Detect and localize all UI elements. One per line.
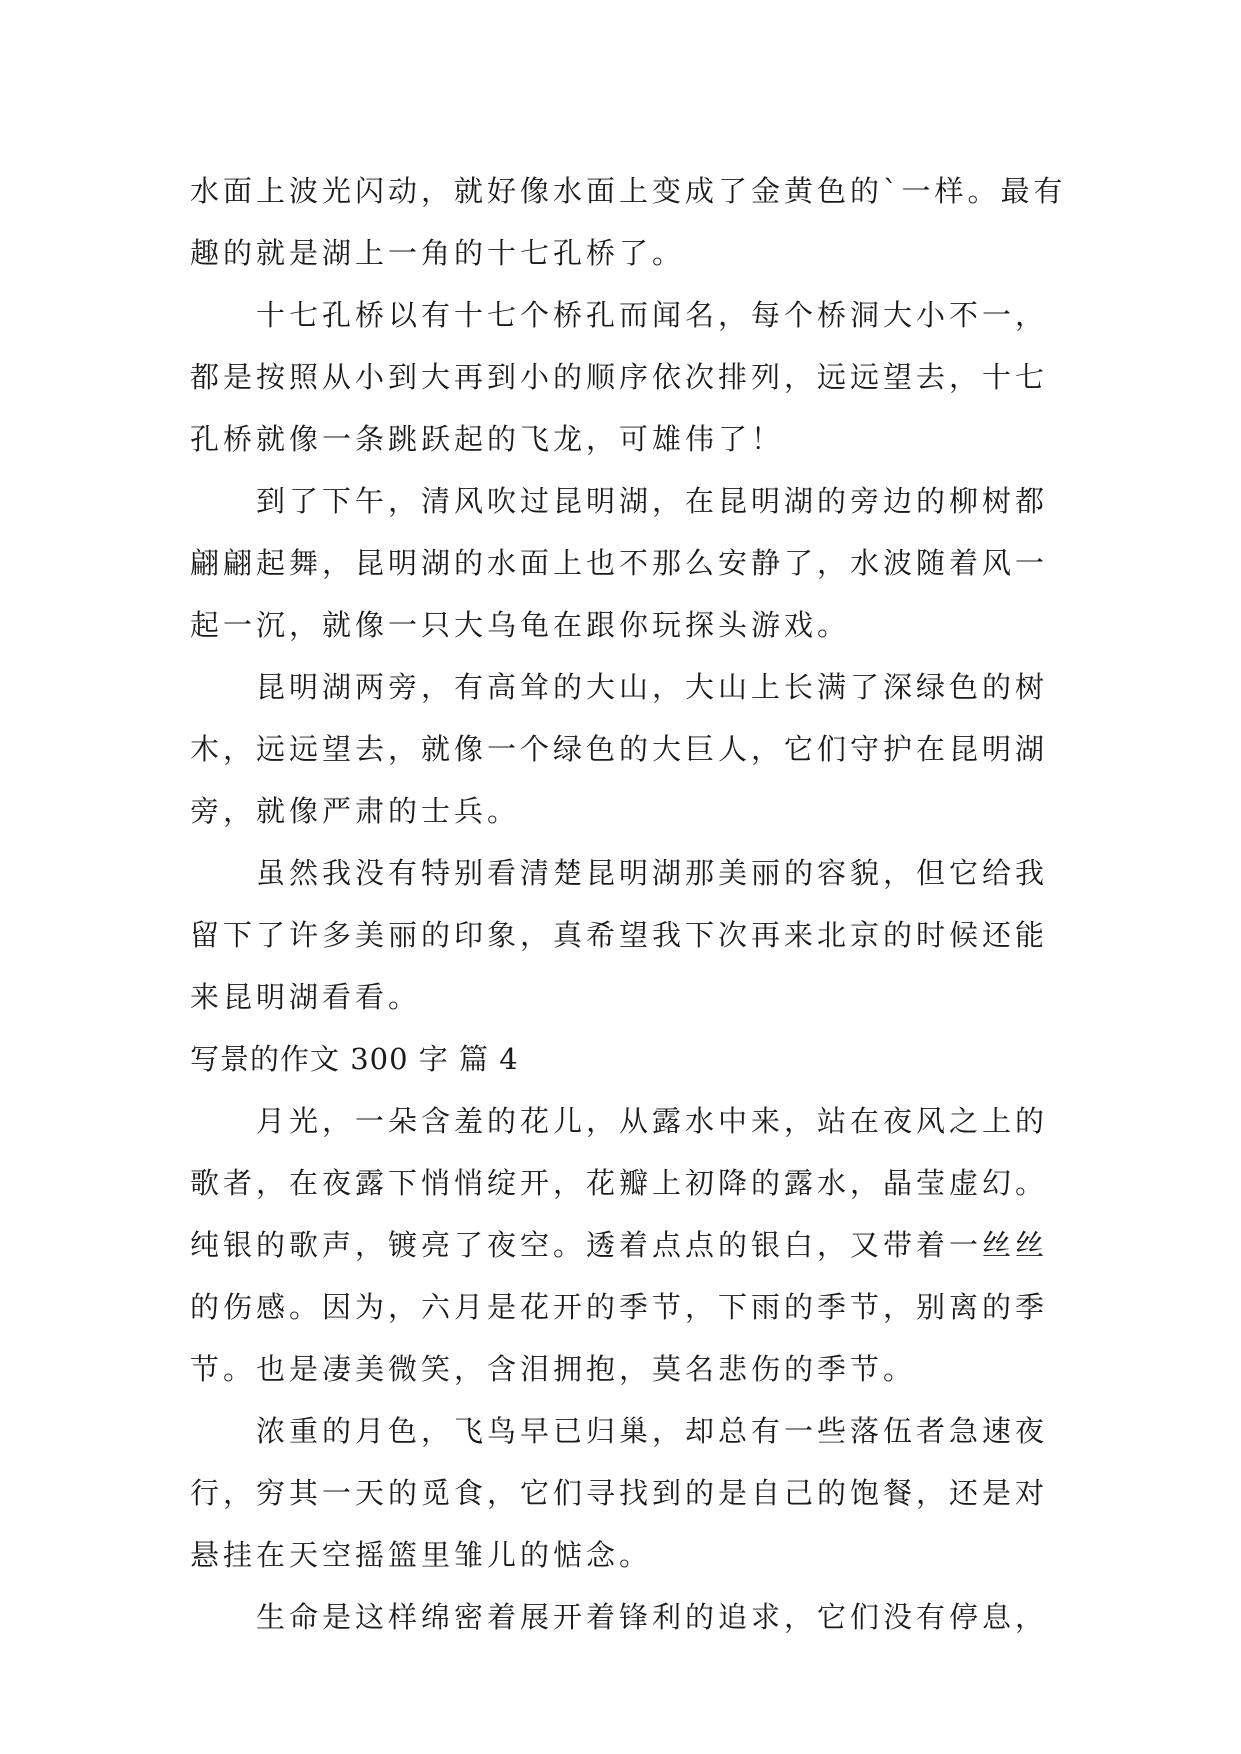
paragraph: 昆明湖两旁，有高耸的大山，大山上长满了深绿色的树木，远远望去，就像一个绿色的大巨人，它们守护在昆明湖旁，就像严肃的士兵。: [190, 670, 1049, 828]
paragraph: 十七孔桥以有十七个桥孔而闻名，每个桥洞大小不一，都是按照从小到大再到小的顺序依次排列，远远望去，十七孔桥就像一条跳跃起的飞龙，可雄伟了！: [190, 298, 1049, 456]
paragraph: 虽然我没有特别看清楚昆明湖那美丽的容貌，但它给我留下了许多美丽的印象，真希望我下次再来北京的时候还能来昆明湖看看。: [190, 856, 1049, 1014]
paragraph: 浓重的月色，飞鸟早已归巢，却总有一些落伍者急速夜行，穷其一天的觅食，它们寻找到的是自己的饱餐，还是对悬挂在天空摇篮里雏儿的惦念。: [190, 1414, 1049, 1572]
section-heading: 写景的作文 300 字 篇 4: [190, 1042, 519, 1076]
paragraph: 到了下午，清风吹过昆明湖，在昆明湖的旁边的柳树都翩翩起舞，昆明湖的水面上也不那么安静了，水波随着风一起一沉，就像一只大乌龟在跟你玩探头游戏。: [190, 484, 1049, 642]
paragraph: 水面上波光闪动，就好像水面上变成了金黄色的`一样。最有趣的就是湖上一角的十七孔桥了。: [190, 174, 1067, 270]
paragraph: 月光，一朵含羞的花儿，从露水中来，站在夜风之上的歌者，在夜露下悄悄绽开，花瓣上初降的露水，晶莹虚幻。纯银的歌声，镀亮了夜空。透着点点的银白，又带着一丝丝的伤感。因为，六月是花开的季节，下雨的季节，别离的季节。也是凄美微笑，含泪拥抱，莫名悲伤的季节。: [190, 1104, 1049, 1386]
paragraph: 生命是这样绵密着展开着锋利的追求，它们没有停息，: [256, 1600, 1049, 1634]
document-body: [190, 160, 1070, 1648]
